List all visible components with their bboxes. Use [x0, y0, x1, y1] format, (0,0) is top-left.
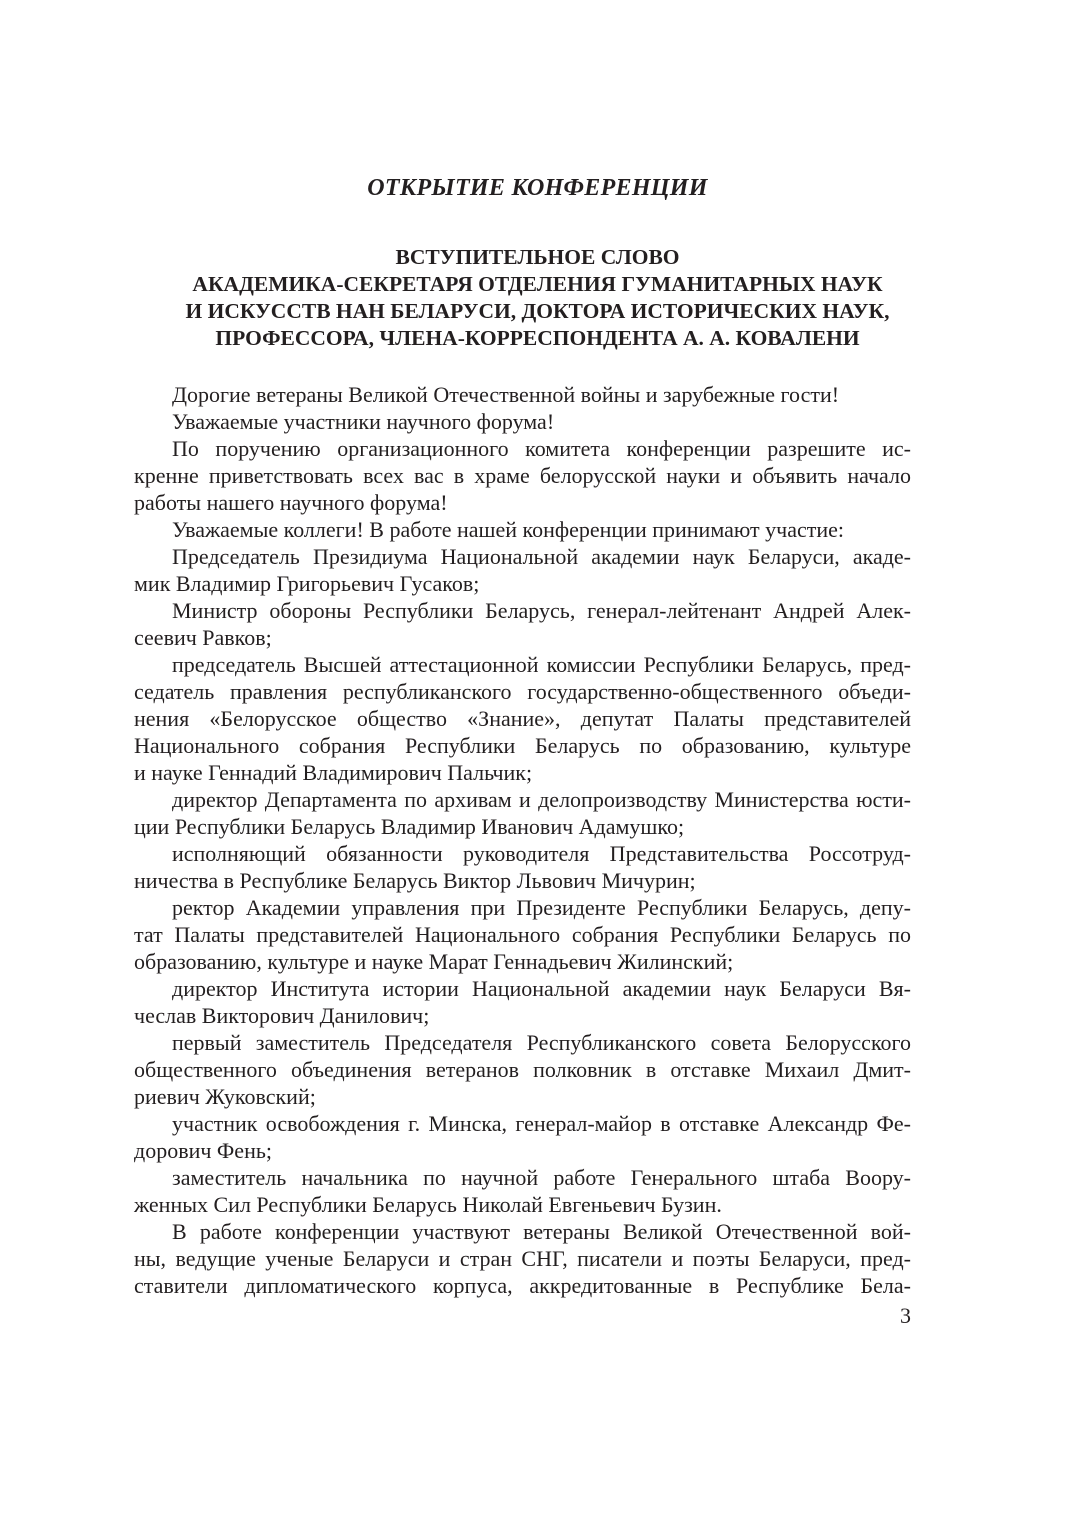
text-line: и науке Геннадий Владимирович Пальчик;	[134, 760, 533, 785]
paragraph	[134, 381, 911, 408]
text-line: исполняющий обязанности руководителя Представительства Россотруд-	[172, 841, 911, 866]
text-line: ректор Академии управления при Президенте Республики Беларусь, депу-	[172, 895, 911, 920]
speech-body	[134, 381, 911, 1299]
heading-line: И ИСКУССТВ НАН БЕЛАРУСИ, ДОКТОРА ИСТОРИЧЕСКИХ НАУК,	[185, 299, 890, 323]
text-line: дорович Фень;	[134, 1138, 272, 1163]
text-line: директор Департамента по архивам и делопроизводству Министерства юсти-	[172, 787, 911, 812]
text-line: чеслав Викторович Данилович;	[134, 1003, 430, 1028]
paragraph	[134, 1164, 911, 1218]
text-line: Председатель Президиума Национальной академии наук Беларуси, акаде-	[172, 544, 911, 569]
text-line: В работе конференции участвуют ветераны Великой Отечественной вой-	[172, 1219, 911, 1244]
text-line: образованию, культуре и науке Марат Геннадьевич Жилинский;	[134, 949, 734, 974]
paragraph	[134, 840, 911, 894]
paragraph	[134, 786, 911, 840]
heading-line: АКАДЕМИКА-СЕКРЕТАРЯ ОТДЕЛЕНИЯ ГУМАНИТАРНЫХ НАУК	[192, 272, 883, 296]
paragraph	[134, 1029, 911, 1110]
text-line: ции Республики Беларусь Владимир Иванович Адамушко;	[134, 814, 685, 839]
text-line: общественного объединения ветеранов полковник в отставке Михаил Дмит-	[134, 1057, 911, 1082]
text-line: первый заместитель Председателя Республиканского совета Белорусского	[172, 1030, 911, 1055]
page-number: 3	[900, 1303, 911, 1328]
paragraph	[134, 894, 911, 975]
text-line: ны, ведущие ученые Беларуси и стран СНГ, писатели и поэты Беларуси, пред-	[134, 1246, 911, 1271]
paragraph	[134, 516, 911, 543]
text-line: Дорогие ветераны Великой Отечественной войны и зарубежные гости!	[172, 382, 840, 407]
text-line: работы нашего научного форума!	[134, 490, 448, 515]
paragraph	[134, 543, 911, 597]
paragraph	[134, 435, 911, 516]
text-line: Уважаемые участники научного форума!	[172, 409, 555, 434]
text-line: женных Сил Республики Беларусь Николай Евгеньевич Бузин.	[134, 1192, 722, 1217]
paragraph	[134, 408, 911, 435]
heading-line: ВСТУПИТЕЛЬНОЕ СЛОВО	[395, 245, 680, 269]
text-line: заместитель начальника по научной работе Генерального штаба Воору-	[172, 1165, 911, 1190]
text-line: Министр обороны Республики Беларусь, генерал-лейтенант Андрей Алек-	[172, 598, 911, 623]
text-line: участник освобождения г. Минска, генерал-майор в отставке Александр Фе-	[172, 1111, 911, 1136]
paragraph	[134, 597, 911, 651]
section-title: ОТКРЫТИЕ КОНФЕРЕНЦИИ	[367, 175, 708, 201]
text-line: директор Института истории Национальной академии наук Беларуси Вя-	[172, 976, 911, 1001]
text-line: нения «Белорусское общество «Знание», депутат Палаты представителей	[134, 706, 911, 731]
text-line: седатель правления республиканского государственно-общественного объеди-	[134, 679, 911, 704]
text-line: риевич Жуковский;	[134, 1084, 316, 1109]
paragraph	[134, 1218, 911, 1299]
text-line: Уважаемые коллеги! В работе нашей конференции принимают участие:	[172, 517, 844, 542]
text-line: председатель Высшей аттестационной комиссии Республики Беларусь, пред-	[172, 652, 911, 677]
text-line: ничества в Республике Беларусь Виктор Львович Мичурин;	[134, 868, 696, 893]
paragraph	[134, 975, 911, 1029]
text-line: ставители дипломатического корпуса, аккредитованные в Республике Бела-	[134, 1273, 911, 1298]
speech-heading	[100, 244, 975, 352]
text-line: Национального собрания Республики Беларусь по образованию, культуре	[134, 733, 911, 758]
text-line: сеевич Равков;	[134, 625, 272, 650]
text-line: кренне приветствовать всех вас в храме белорусской науки и объявить начало	[134, 463, 911, 488]
paragraph	[134, 651, 911, 786]
text-line: По поручению организационного комитета конференции разрешите ис-	[172, 436, 911, 461]
paragraph	[134, 1110, 911, 1164]
text-line: мик Владимир Григорьевич Гусаков;	[134, 571, 480, 596]
text-line: тат Палаты представителей Национального собрания Республики Беларусь по	[134, 922, 911, 947]
heading-line: ПРОФЕССОРА, ЧЛЕНА-КОРРЕСПОНДЕНТА А. А. КОВАЛЕНИ	[215, 326, 860, 350]
